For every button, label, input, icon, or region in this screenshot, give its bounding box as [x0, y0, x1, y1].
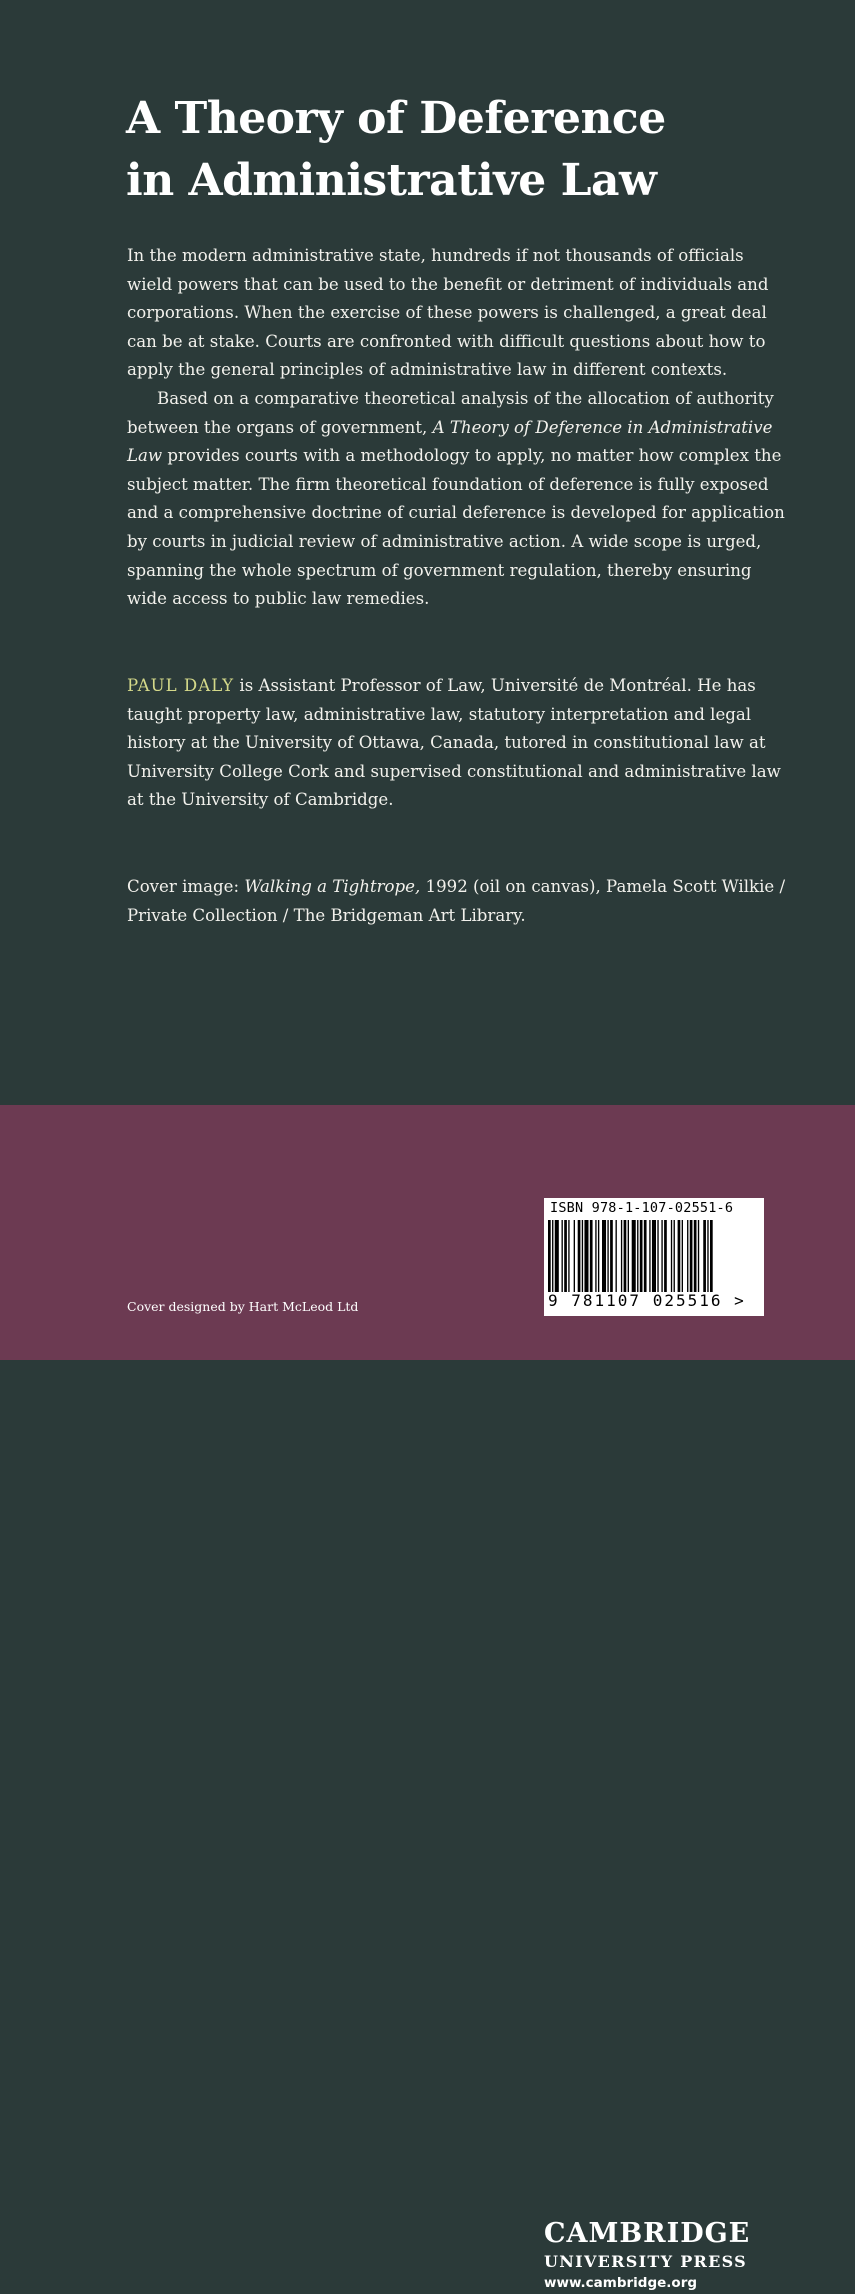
author-name: PAUL DALY [127, 676, 235, 695]
description-paragraph-2 [127, 385, 789, 614]
cover-top-panel [0, 0, 855, 1105]
author-bio [127, 672, 789, 815]
description-p2-start: Based on a comparative theoretical analysis of the allocation of authority between the organs of government, [127, 388, 774, 437]
description-paragraph-1: In the modern administrative state, hundreds if not thousands of officials wield powers that can be used to the benefit or detriment of individuals and corporations. When the exercise of these powers is challenged, a great deal can be at stake. Courts are confronted with difficult questions about how to apply the general principles of administrative law in different contexts. [127, 246, 769, 380]
credit-artwork-title: Walking a Tightrope, [244, 877, 421, 896]
credit-details: 1992 (oil on canvas), Pamela Scott Wilkie / Private Collection / The Bridgeman Art Library. [127, 877, 786, 925]
cover-image-credit [127, 873, 789, 930]
barcode-bars-icon [548, 1220, 760, 1292]
publisher-press: UNIVERSITY PRESS [544, 2252, 747, 2271]
description-book-title: A Theory of Deference in Administrative Law [127, 417, 773, 466]
description-p2-end: provides courts with a methodology to apply, no matter how complex the subject matter. The firm theoretical foundation of deference is fully exposed and a comprehensive doctrine of curial deference is developed for application by courts in judicial review of administrative action. A wide scope is urged, spanning the whole spectrum of government regulation, thereby ensuring wide access to public law remedies. [127, 446, 785, 609]
title-line-1: A Theory of Deference [126, 93, 666, 144]
publisher-logo [544, 2216, 766, 2294]
book-title [126, 88, 786, 212]
cover-designer-credit: Cover designed by Hart McLeod Ltd [127, 1299, 359, 1314]
barcode-digits: 9 781107 025516 > [548, 1291, 746, 1310]
isbn-label: ISBN 978-1-107-02551-6 [550, 1200, 734, 1216]
book-description [127, 242, 789, 614]
isbn-barcode [544, 1198, 764, 1316]
title-line-2: in Administrative Law [126, 155, 657, 206]
publisher-name: CAMBRIDGE [544, 2218, 751, 2249]
author-bio-text: is Assistant Professor of Law, Université de Montréal. He has taught property law, administrative law, statutory interpretation and legal history at the University of Ottawa, Canada, tutored in constitutional law at University College Cork and supervised constitutional and administrative law at the University of Cambridge. [127, 676, 781, 810]
credit-prefix: Cover image: [127, 877, 245, 896]
publisher-url: www.cambridge.org [544, 2275, 698, 2291]
